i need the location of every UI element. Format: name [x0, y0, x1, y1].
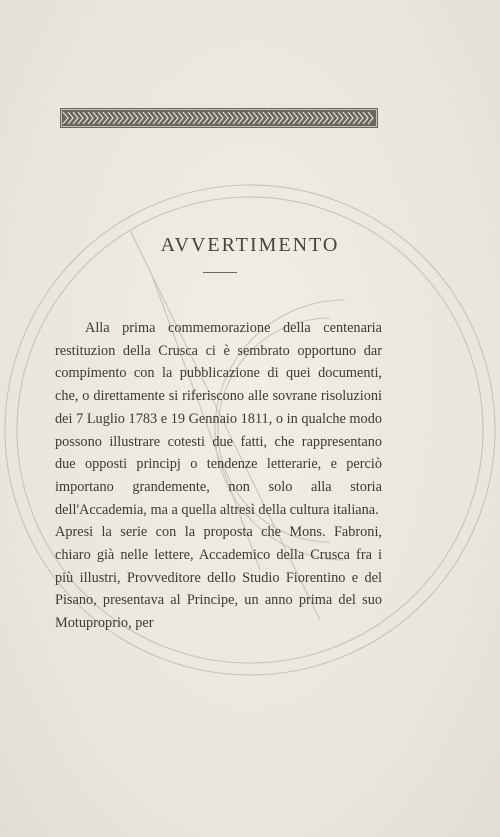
title-divider — [203, 272, 237, 273]
decorative-header-band — [60, 108, 378, 128]
body-text — [55, 317, 382, 635]
paragraph-2: Apresi la serie con la proposta che Mons. Fabroni, chiaro già nelle lettere, Accademico della Crusca fra i più illustri, Provveditore dello Studio Fiorentino e del Pisano, presentava al Principe, un anno prima del suo Motuproprio, per — [55, 524, 382, 632]
paragraph-1: Alla prima commemorazione della centenaria restituzion della Crusca ci è sembrato opportuno dar compimento con la pubblicazione di quei documenti, che, o direttamente si riferiscono alle sovrane risoluzioni dei 7 Luglio 1783 e 19 Gennaio 1811, o in qualche modo possono illustrare cotesti due fatti, che rappresentano due opposti principj o tendenze letterarie, e perciò importano grandemente, non solo alla storia dell'Accademia, ma a quella altresì della cultura italiana. — [55, 320, 382, 518]
page-title: AVVERTIMENTO — [160, 234, 340, 256]
